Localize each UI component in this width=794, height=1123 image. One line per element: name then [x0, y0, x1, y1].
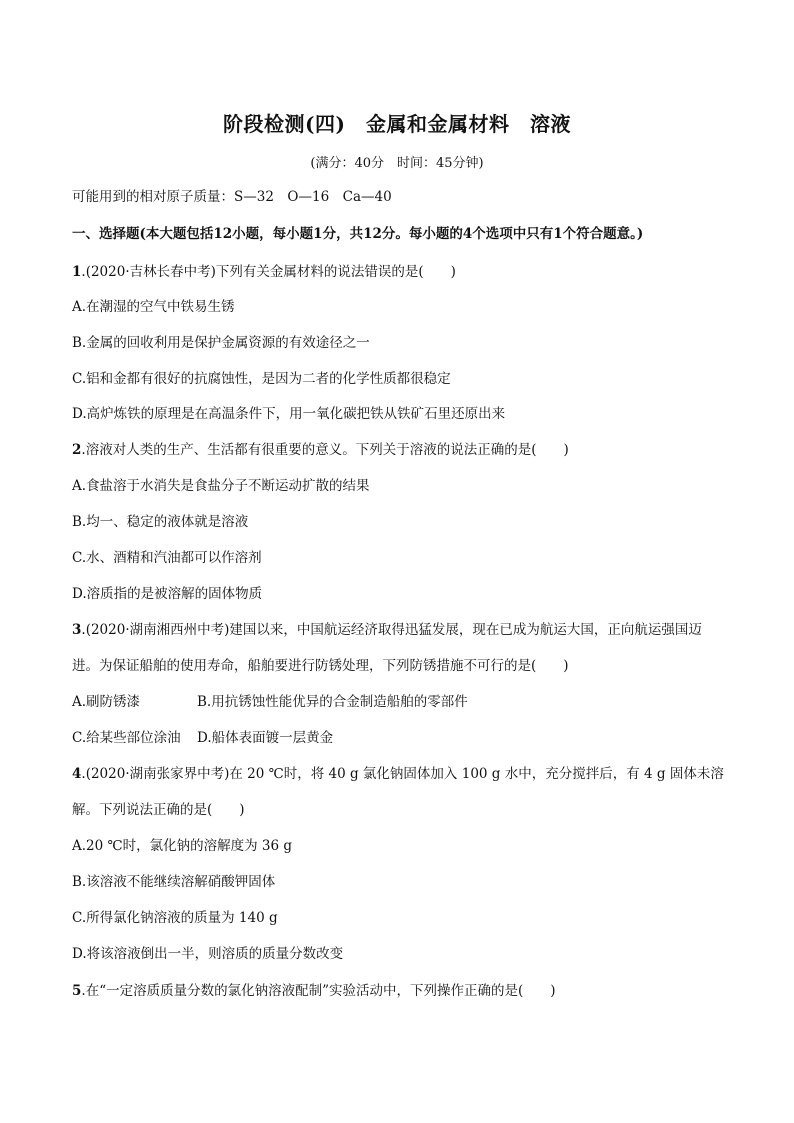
question-3-option-d: D.船体表面镀一层黄金: [197, 730, 334, 746]
question-3-option-b: B.用抗锈蚀性能优异的合金制造船舶的零部件: [197, 694, 468, 710]
atomic-mass-note: 可能用到的相对原子质量：S—32 O—16 Ca—40: [72, 189, 392, 205]
question-3-stem-line1: [72, 620, 732, 640]
question-4-stem-line1: [72, 764, 732, 784]
question-3-option-a: A.刷防锈漆: [72, 694, 141, 710]
section-heading: 一、选择题(本大题包括12小题，每小题1分，共12分。每小题的4个选项中只有1个符合题意。): [72, 226, 644, 242]
exam-info: (满分：40分 时间：45分钟): [310, 156, 484, 171]
question-2-option-d: D.溶质指的是被溶解的固体物质: [72, 586, 263, 602]
question-4-option-b: B.该溶液不能继续溶解硝酸钾固体: [72, 874, 276, 890]
question-1-option-b: B.金属的回收利用是保护金属资源的有效途径之一: [72, 335, 370, 351]
question-number: 5: [72, 983, 82, 999]
question-2-option-b: B.均一、稳定的液体就是溶液: [72, 514, 249, 530]
question-2-option-c: C.水、酒精和汽油都可以作溶剂: [72, 550, 262, 566]
question-3-options-row1: [72, 692, 732, 712]
question-3-option-c: C.给某些部位涂油: [72, 730, 181, 746]
question-1-option-c: C.铝和金都有很好的抗腐蚀性，是因为二者的化学性质都很稳定: [72, 371, 451, 387]
question-text: .溶液对人类的生产、生活都有很重要的意义。下列关于溶液的说法正确的是( ): [81, 442, 569, 458]
question-3-stem-line2: 进。为保证船舶的使用寿命，船舶要进行防锈处理，下列防锈措施不可行的是( ): [72, 658, 569, 674]
question-number: 2: [72, 442, 82, 458]
question-4-option-c: C.所得氯化钠溶液的质量为 140 g: [72, 910, 278, 926]
question-1-option-d: D.高炉炼铁的原理是在高温条件下，用一氧化碳把铁从铁矿石里还原出来: [72, 406, 506, 422]
question-1-option-a: A.在潮湿的空气中铁易生锈: [72, 299, 235, 315]
question-number: 3: [72, 622, 82, 638]
question-4-option-d: D.将该溶液倒出一半，则溶质的质量分数改变: [72, 946, 344, 962]
question-2-stem: [72, 440, 732, 460]
question-4-option-a: A.20 ℃时，氯化钠的溶解度为 36 g: [72, 838, 293, 854]
question-3-options-row2: [72, 728, 732, 748]
question-text: .(2020·湖南湘西州中考)建国以来，中国航运经济取得迅猛发展，现在已成为航运大国，正向航运强国迈: [81, 622, 702, 638]
question-text: .(2020·吉林长春中考)下列有关金属材料的说法错误的是( ): [81, 264, 456, 280]
question-4-stem-line2: 解。下列说法正确的是( ): [72, 802, 245, 818]
question-number: 1: [72, 264, 82, 280]
question-2-option-a: A.食盐溶于水消失是食盐分子不断运动扩散的结果: [72, 478, 370, 494]
page-title: 阶段检测(四) 金属和金属材料 溶液: [223, 112, 571, 136]
question-text: .(2020·湖南张家界中考)在 20 ℃时，将 40 g 氯化钠固体加入 100 g 水中，充分搅拌后，有 4 g 固体未溶: [81, 766, 724, 782]
question-number: 4: [72, 766, 82, 782]
question-text: .在“一定溶质质量分数的氯化钠溶液配制”实验活动中，下列操作正确的是( ): [81, 983, 556, 999]
question-1-stem: [72, 262, 732, 282]
question-5-stem: [72, 981, 732, 1001]
